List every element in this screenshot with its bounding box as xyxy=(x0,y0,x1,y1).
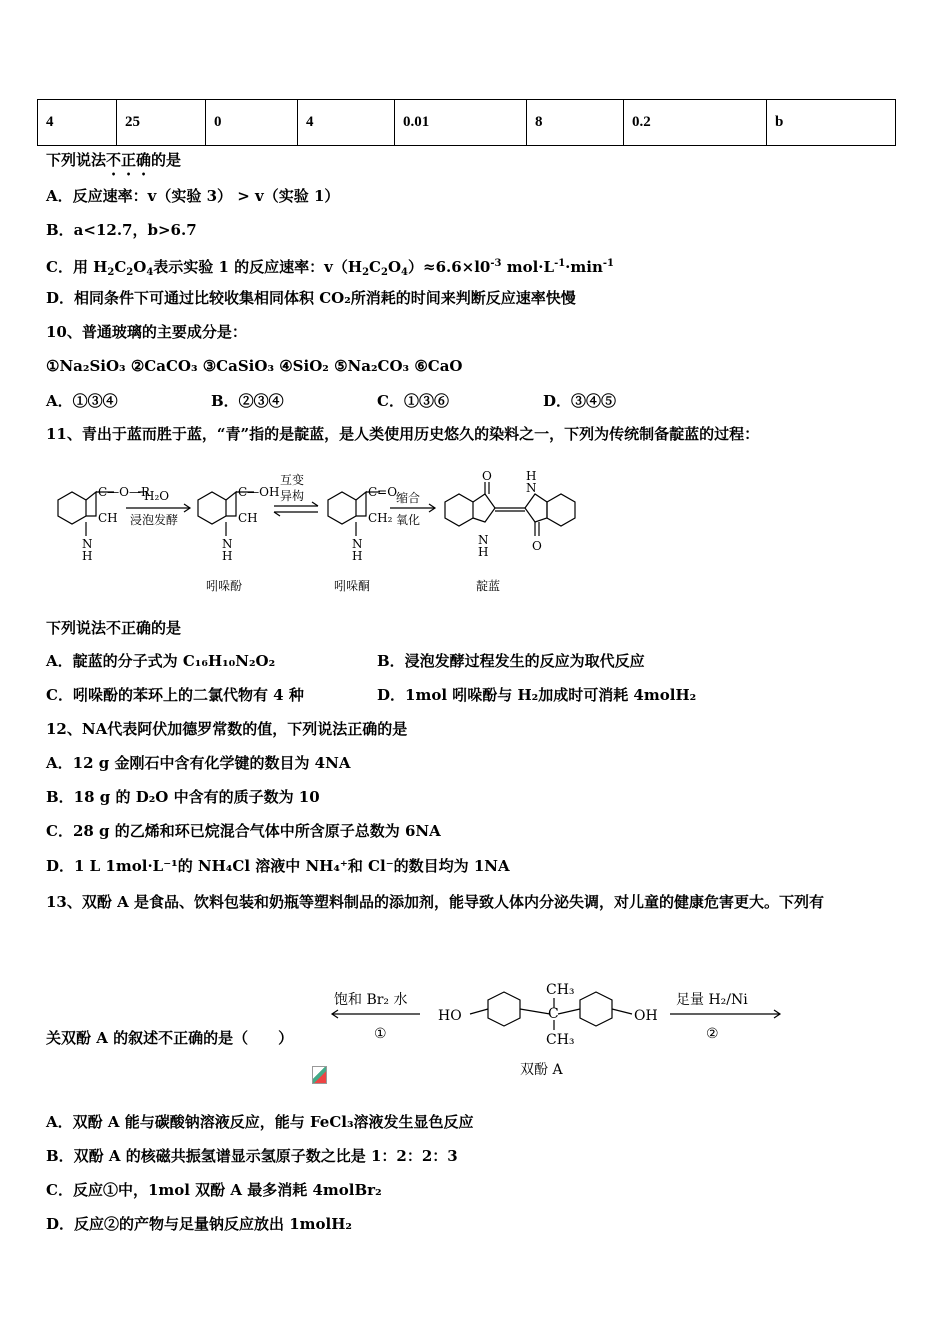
arrow1-bottom-label: 浸泡发酵 xyxy=(130,513,179,527)
data-table xyxy=(37,99,896,146)
q13-option-c: C．反应①中，1mol 双酚 A 最多消耗 4molBr₂ xyxy=(46,1181,382,1199)
q11-sub-stem: 下列说法不正确的是 xyxy=(46,619,182,637)
left-arrow-number: ① xyxy=(374,1026,387,1042)
q9-option-d: D．相同条件下可通过比较收集相同体积 CO₂所消耗的时间来判断反应速率快慢 xyxy=(46,289,576,307)
arrow2-bottom-label: 异构 xyxy=(280,489,305,503)
label-ch3-top: CH₃ xyxy=(546,982,575,998)
table-cell: 4 xyxy=(38,100,117,146)
q9-stem: 下列说法不正确的是 xyxy=(46,151,182,169)
q13-option-a: A．双酚 A 能与碳酸钠溶液反应，能与 FeCl₃溶液发生显色反应 xyxy=(46,1113,474,1131)
svg-text:H: H xyxy=(352,549,363,563)
arrow1-top-label: H₂O xyxy=(144,489,170,503)
arrow2-top-label: 互变 xyxy=(280,473,305,487)
q10-option-d: D．③④⑤ xyxy=(543,392,617,410)
arrow3-bottom-label: 氧化 xyxy=(396,513,421,527)
q11-option-b: B．浸泡发酵过程发生的反应为取代反应 xyxy=(377,652,645,670)
svg-text:H: H xyxy=(82,549,93,563)
svg-text:N: N xyxy=(82,537,93,551)
svg-text:CH₃: CH₃ xyxy=(546,1032,575,1048)
svg-text:N: N xyxy=(478,533,489,547)
arrow3-top-label: 缩合 xyxy=(396,491,421,505)
label-c: C xyxy=(548,1006,559,1022)
table-cell: 4 xyxy=(298,100,395,146)
q11-option-a: A．靛蓝的分子式为 C₁₆H₁₀N₂O₂ xyxy=(46,652,276,670)
q10-option-a: A．①③④ xyxy=(46,392,118,410)
table-cell: 0.2 xyxy=(624,100,767,146)
svg-text:H: H xyxy=(222,549,233,563)
indigo-synthesis-scheme xyxy=(40,462,600,602)
svg-text:O: O xyxy=(532,539,542,553)
table-cell: 0 xyxy=(206,100,298,146)
svg-text:CH: CH xyxy=(98,511,118,525)
svg-text:H: H xyxy=(478,545,489,559)
svg-text:N: N xyxy=(526,481,537,495)
label-indoxyl: 吲哚酚 xyxy=(206,579,243,593)
q12-option-c: C．28 g 的乙烯和环已烷混合气体中所含原子总数为 6NA xyxy=(46,822,441,840)
table-cell: 8 xyxy=(527,100,624,146)
q9-option-a: A．反应速率：v（实验 3） > v（实验 1） xyxy=(46,187,340,205)
table-row xyxy=(38,100,896,146)
label-ho: HO xyxy=(438,1008,462,1024)
label-indolinone: 吲哚酮 xyxy=(334,579,371,593)
broken-image-icon xyxy=(312,1066,327,1084)
q13-option-b: B．双酚 A 的核磁共振氢谱显示氢原子数之比是 1：2：2：3 xyxy=(46,1147,458,1165)
q10-option-c: C．①③⑥ xyxy=(377,392,449,410)
label-oh: OH xyxy=(634,1008,658,1024)
q10-option-b: B．②③④ xyxy=(211,392,284,410)
table-cell: 25 xyxy=(117,100,206,146)
q11-option-c: C．吲哚酚的苯环上的二氯代物有 4 种 xyxy=(46,686,304,704)
svg-text:C=O: C=O xyxy=(368,485,398,499)
right-arrow-label: 足量 H₂/Ni xyxy=(676,992,748,1008)
q12-option-d: D．1 L 1mol·L⁻¹的 NH₄Cl 溶液中 NH₄⁺和 Cl⁻的数目均为 1NA xyxy=(46,857,510,875)
svg-text:CH: CH xyxy=(238,511,258,525)
svg-text:C—OH: C—OH xyxy=(238,485,280,499)
q9-option-b: B．a<12.7，b>6.7 xyxy=(46,221,197,239)
q13-option-d: D．反应②的产物与足量钠反应放出 1molH₂ xyxy=(46,1215,352,1233)
q12-stem: 12、NA代表阿伏加德罗常数的值，下列说法正确的是 xyxy=(46,720,408,738)
svg-text:CH₂: CH₂ xyxy=(368,511,393,525)
label-indigo: 靛蓝 xyxy=(476,579,501,593)
left-arrow-label: 饱和 Br₂ 水 xyxy=(334,992,408,1008)
q9-option-c: C．用 $H_2C_2O_4$表示实验 1 的反应速率：$v(H_2C_2O_4)\approx 6.6\times l0^{-3}$ $mol\cdot L^{-1}\cdot\min^{-1}$ xyxy=(46,258,614,278)
svg-text:O: O xyxy=(482,469,492,483)
q12-option-a: A．12 g 金刚石中含有化学键的数目为 4NA xyxy=(46,754,351,772)
q12-option-b: B．18 g 的 D₂O 中含有的质子数为 10 xyxy=(46,788,320,806)
svg-text:H: H xyxy=(526,469,537,483)
q11-option-d: D．1mol 吲哚酚与 H₂加成时可消耗 4molH₂ xyxy=(377,686,697,704)
q10-stem: 10、普通玻璃的主要成分是： xyxy=(46,323,247,341)
q11-stem: 11、青出于蓝而胜于蓝，“青”指的是靛蓝，是人类使用历史悠久的染料之一，下列为传统制备靛蓝的过程： xyxy=(46,425,760,443)
q13-stem-line2: 关双酚 A 的叙述不正确的是（ ） xyxy=(46,1029,294,1047)
q10-items: ①Na₂SiO₃ ②CaCO₃ ③CaSiO₃ ④SiO₂ ⑤Na₂CO₃ ⑥CaO xyxy=(46,357,463,375)
q13-stem-line1: 13、双酚 A 是食品、饮料包装和奶瓶等塑料制品的添加剂，能导致人体内分泌失调，对儿童的健康危害更大。下列有 xyxy=(46,893,824,911)
table-cell: 0.01 xyxy=(395,100,527,146)
table-cell: b xyxy=(767,100,896,146)
right-arrow-number: ② xyxy=(706,1026,719,1042)
svg-text:N: N xyxy=(352,537,363,551)
svg-text:N: N xyxy=(222,537,233,551)
label-c: C—O—R xyxy=(98,485,151,499)
bisphenol-a-scheme xyxy=(320,978,790,1082)
label-bisphenol-a: 双酚 A xyxy=(520,1062,563,1078)
